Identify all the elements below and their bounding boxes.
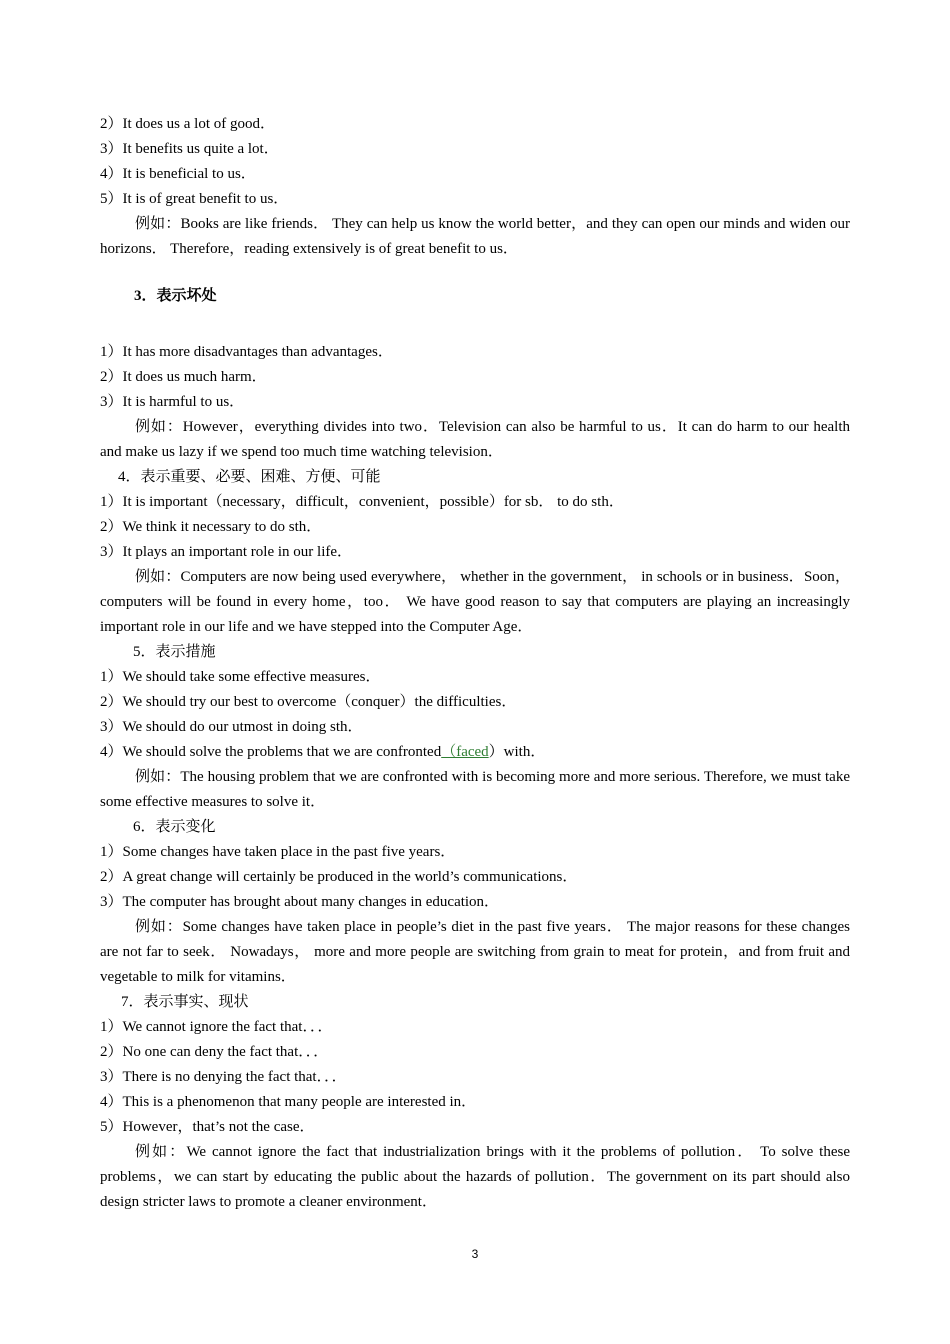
list-item: 3）It benefits us quite a lot．	[100, 141, 279, 157]
list-item: 4）It is beneficial to us．	[100, 166, 256, 182]
example-paragraph: 例如：Computers are now being used everywhere， whether in the government， in schools or in business．Soon，computers will be found in every home，too． We have good reason to say that computers are playing an increasingly important role in our life and we have stepped into the Computer Age．	[100, 569, 850, 635]
tracked-change-insertion: （faced	[441, 744, 489, 760]
list-item: 3）We should do our utmost in doing sth．	[100, 719, 363, 735]
section-heading-7: 7．表示事实、现状	[121, 994, 249, 1010]
list-item: 3）There is no denying the fact that．．．	[100, 1069, 347, 1085]
list-item: 1）It has more disadvantages than advantages．	[100, 344, 393, 360]
list-item: 3）It is harmful to us．	[100, 394, 245, 410]
example-paragraph: 例如：Books are like friends． They can help us know the world better，and they can open our minds and widen our horizons． Therefore，reading extensively is of great benefit to us．	[100, 216, 850, 257]
section-heading-6: 6．表示变化	[133, 819, 216, 835]
section-heading-4: 4．表示重要、必要、困难、方便、可能	[118, 469, 381, 485]
list-item: 3）The computer has brought about many changes in education．	[100, 894, 500, 910]
list-item-text: ）with．	[488, 744, 546, 760]
list-item: 2）A great change will certainly be produced in the world’s communications．	[100, 869, 578, 885]
list-item	[100, 740, 850, 765]
section-heading-3: 3．表示坏处	[134, 288, 217, 304]
list-item: 3）It plays an important role in our life．	[100, 544, 353, 560]
list-item: 1）Some changes have taken place in the past five years．	[100, 844, 456, 860]
document-body	[100, 112, 850, 1215]
example-paragraph: 例如：We cannot ignore the fact that industrialization brings with it the problems of pollution． To solve these problems，we can start by educating the public about the hazards of pollution．The government on its part should also design stricter laws to promote a cleaner environment．	[100, 1144, 850, 1210]
list-item: 5）It is of great benefit to us．	[100, 191, 289, 207]
list-item: 2）It does us much harm．	[100, 369, 267, 385]
page-number: 3	[471, 1247, 479, 1261]
section-heading-5: 5．表示措施	[133, 644, 216, 660]
example-paragraph: 例如：Some changes have taken place in people’s diet in the past five years． The major reasons for these changes are not far to seek． Nowadays， more and more people are switching from grain to meat for protein，and from fruit and vegetable to milk for vitamins．	[100, 919, 850, 985]
list-item: 2）We think it necessary to do sth．	[100, 519, 322, 535]
list-item-text: 4）We should solve the problems that we are confronted	[100, 744, 442, 760]
example-paragraph: 例如：However，everything divides into two．Television can also be harmful to us．It can do harm to our health and make us lazy if we spend too much time watching television．	[100, 419, 850, 460]
list-item: 2）It does us a lot of good．	[100, 116, 275, 132]
list-item: 1）It is important（necessary，difficult，convenient，possible）for sb． to do sth．	[100, 494, 624, 510]
list-item: 2）We should try our best to overcome（conquer）the difficulties．	[100, 694, 517, 710]
list-item: 4）This is a phenomenon that many people are interested in．	[100, 1094, 477, 1110]
list-item: 1）We should take some effective measures．	[100, 669, 381, 685]
list-item: 1）We cannot ignore the fact that．．．	[100, 1019, 333, 1035]
list-item: 5）However，that’s not the case．	[100, 1119, 315, 1135]
list-item: 2）No one can deny the fact that．．．	[100, 1044, 329, 1060]
example-paragraph: 例如：The housing problem that we are confronted with is becoming more and more serious. Therefore, we must take some effective measures to solve it．	[100, 769, 850, 810]
